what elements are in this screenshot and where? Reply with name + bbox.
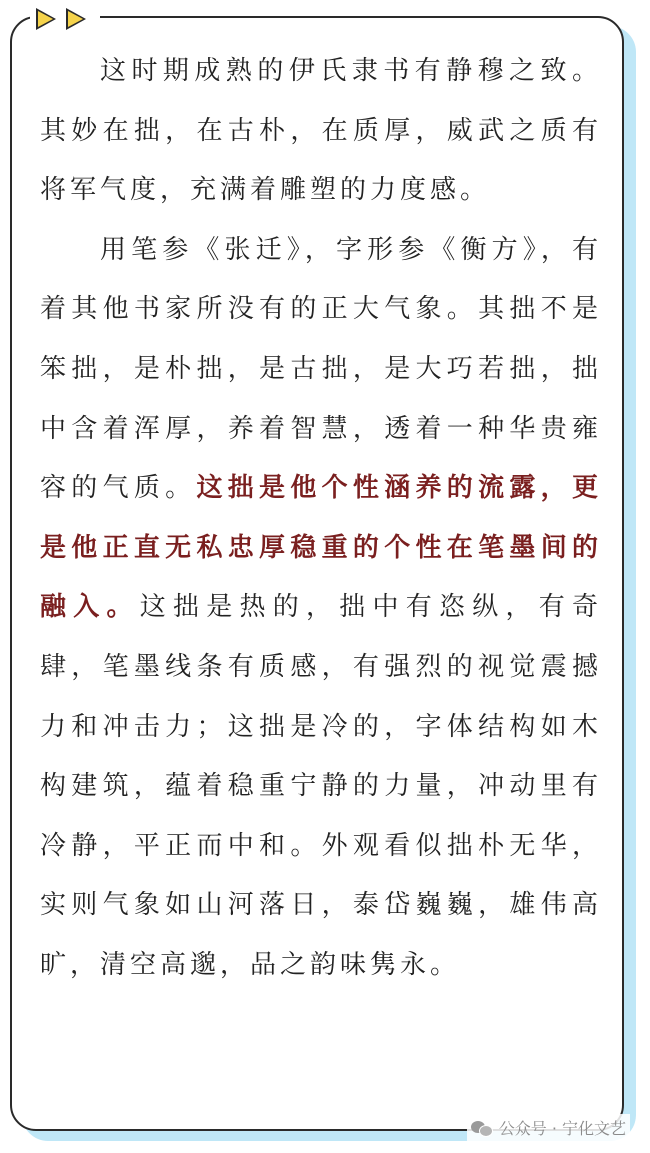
paragraph-1 [40, 42, 602, 221]
wechat-icon [471, 1119, 493, 1137]
watermark-text: 公众号 · 宁化文艺 [498, 1119, 626, 1138]
paragraph-2-text-b: 这拙是热的，拙中有恣纵，有奇肆，笔墨线条有质感，有强烈的视觉震撼力和冲击力；这拙是冷的，字体结构如木构建筑，蕴着稳重宁静的力量，冲动里有冷静，平正而中和。外观看似拙朴无华，实则气象如山河落日，泰岱巍巍，雄伟高旷，清空高邈，品之韵味隽永。 [40, 592, 602, 980]
paragraph-2 [40, 221, 602, 996]
watermark [467, 1114, 630, 1141]
triangle-icon [36, 8, 56, 30]
article-body [40, 42, 602, 996]
paragraph-2-highlight: 这拙是他个性涵养的流露，更是他正直无私忠厚稳重的个性在笔墨间的融入。 [40, 473, 602, 623]
paragraph-2-text-a: 用笔参《张迁》，字形参《衡方》，有着其他书家所没有的正大气象。其拙不是笨拙，是朴拙，是古拙，是大巧若拙，拙中含着浑厚，养着智慧，透着一种华贵雍容的气质。 [40, 234, 602, 504]
corner-decoration [30, 2, 100, 32]
triangle-icon [66, 8, 86, 30]
paragraph-1-text: 这时期成熟的伊氏隶书有静穆之致。其妙在拙，在古朴，在质厚，威武之质有将军气度，充满着雕塑的力度感。 [40, 56, 602, 206]
